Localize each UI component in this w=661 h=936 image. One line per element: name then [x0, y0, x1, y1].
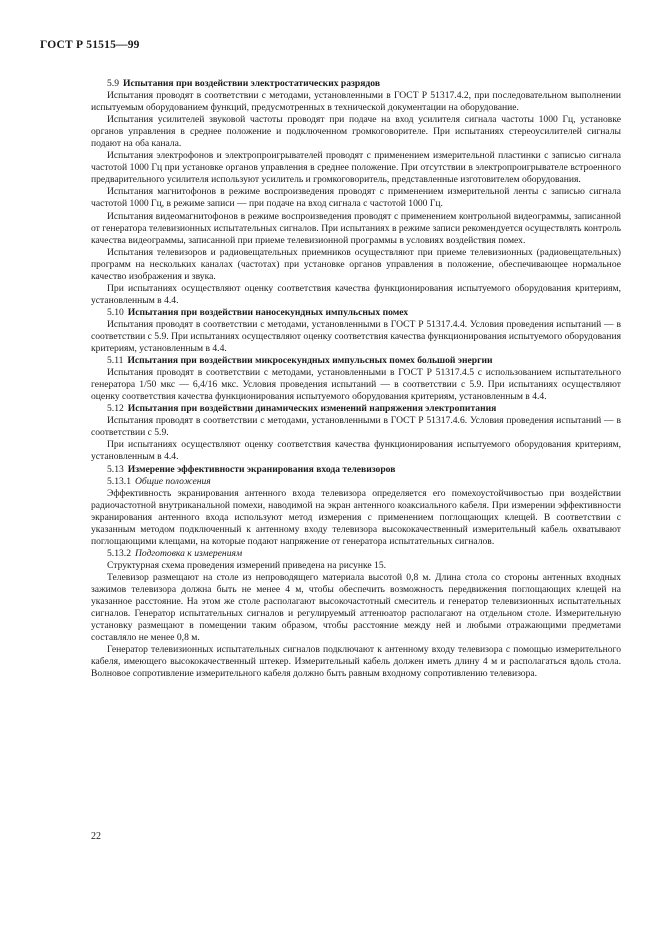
paragraph: Испытания усилителей звуковой частоты проводят при подаче на вход усилителя сигнала частоты 1000 Гц, установке органов управления в среднее положение и подключенном громкоговорителе. При испытаниях стереоусилителей сигналы подают на оба канала. — [91, 114, 621, 150]
paragraph: Структурная схема проведения измерений приведена на рисунке 15. — [107, 559, 387, 571]
section-number: 5.12 — [107, 403, 124, 415]
section-title: Испытания при воздействии динамических изменений напряжения электропитания — [127, 403, 497, 415]
paragraph: Испытания электрофонов и электропроигрывателей проводят с применением измерительной пластинки с записью сигнала частотой 1000 Гц при установке органов управления в среднее положение. При отсутствии в электропроигрывателе встроенного предварительного усилителя используют усилитель и громкоговоритель, представленные изготовителем оборудования. — [91, 150, 621, 186]
paragraph: Эффективность экранирования антенного входа телевизора определяется его помехоустойчивостью при воздействии радиочастотной внутриканальной помехи, наводимой на экран антенного коаксиального кабеля. При измерении эффективности экранирования антенного входа используют метод измерения с применением поглощающих клещей. В соответствии с указанным методом подключенный к антенному входу телевизора высококачественный измерительный кабель охватывают поглощающими клещами, на которые подают напряжение от генератора испытательных сигналов. — [91, 487, 621, 547]
document-code-header: ГОСТ Р 51515—99 — [40, 39, 140, 51]
paragraph: Испытания проводят в соответствии с методами, установленными в ГОСТ Р 51317.4.4. Условия проведения испытаний — в соответствии с 5.9. При испытаниях осуществляют оценку соответствия качества функционирования испытуемого оборудования критериям, установленным в 4.4. — [91, 318, 621, 355]
paragraph: Испытания магнитофонов в режиме воспроизведения проводят с применением измерительной ленты с записью сигнала частотой 1000 Гц, в режиме записи — при подаче на вход сигнала с частотой 1000 Гц. — [91, 186, 621, 210]
section-title: Измерение эффективности экранирования входа телевизоров — [127, 463, 396, 475]
subsection-title: Общие положения — [134, 475, 211, 487]
subsection-title: Подготовка к измерениям — [134, 547, 243, 559]
subsection-number: 5.13.1 — [107, 475, 131, 487]
section-5-13-heading — [91, 464, 621, 476]
section-title: Испытания при воздействии наносекундных импульсных помех — [127, 306, 409, 318]
section-title: Испытания при воздействии микросекундных импульсных помех большой энергии — [127, 355, 493, 367]
section-number: 5.10 — [107, 306, 124, 318]
subsection-number: 5.13.2 — [107, 547, 131, 559]
document-body — [91, 78, 621, 680]
section-title: Испытания при воздействии электростатических разрядов — [123, 78, 381, 89]
paragraph: Испытания телевизоров и радиовещательных приемников осуществляют при приеме телевизионных (радиовещательных) программ на нескольких каналах (частотах) при установке органов управления в положение, обеспечивающее нормальное качество изображения и звука. — [91, 246, 621, 282]
paragraph: Телевизор размещают на столе из непроводящего материала высотой 0,8 м. Длина стола со стороны антенных входных зажимов телевизора должна быть не менее 4 м, чтобы обеспечить возможность передвижения поглощающих клещей на указанное расстояние. На этом же столе располагают высокочастотный смеситель и генератор телевизионных испытательных сигналов. Генератор испытательных сигналов и регулируемый аттенюатор располагают на отдельном столе. Измерительную установку размещают в помещении таким образом, чтобы расстояние между ней и любыми отражающими предметами составляло не менее 0,8 м. — [91, 571, 621, 644]
paragraph: Испытания проводят в соответствии с методами, установленными в ГОСТ Р 51317.4.6. Условия проведения испытаний — в соответствии с 5.9. — [91, 415, 621, 439]
section-5-9-heading — [91, 78, 621, 90]
subsection-5-13-1-heading — [91, 476, 621, 488]
section-5-11-heading — [91, 355, 621, 367]
section-5-10-heading — [91, 307, 621, 319]
paragraph: При испытаниях осуществляют оценку соответствия качества функционирования испытуемого оборудования критериям, установленным в 4.4. — [91, 282, 621, 306]
paragraph: Испытания видеомагнитофонов в режиме воспроизведения проводят с применением контрольной видеограммы, записанной от генератора телевизионных испытательных сигналов. При испытаниях в режиме записи рекомендуется осуществлять контроль качества видеограммы, записанной при приеме телевизионной программы в условиях воздействия помех. — [91, 210, 621, 246]
paragraph: Испытания проводят в соответствии с методами, установленными в ГОСТ Р 51317.4.2, при последовательном выполнении испытуемым оборудованием функций, предусмотренных в технической документации на оборудование. — [91, 90, 621, 114]
paragraph: При испытаниях осуществляют оценку соответствия качества функционирования испытуемого оборудования критериям, установленным в 4.4. — [91, 439, 621, 463]
subsection-5-13-2-heading — [91, 548, 621, 560]
section-5-12-heading — [91, 403, 621, 415]
section-number: 5.13 — [107, 463, 124, 475]
paragraph: Генератор телевизионных испытательных сигналов подключают к антенному входу телевизора с помощью измерительного кабеля, имеющего высококачественный штекер. Измерительный кабель должен иметь длину 4 м и располагаться вдоль стола. Волновое сопротивление измерительного кабеля должно быть равным входному сопротивлению телевизора. — [91, 644, 621, 680]
paragraph: Испытания проводят в соответствии с методами, установленными в ГОСТ Р 51317.4.5 с использованием испытательного генератора 1/50 мкс — 6,4/16 мкс. Условия проведения испытаний — в соответствии с 5.9. При испытаниях осуществляют оценку соответствия качества функционирования испытуемого оборудования критериям, установленным в 4.4. — [91, 367, 621, 403]
section-number: 5.9 — [107, 78, 119, 89]
page-number: 22 — [91, 831, 101, 842]
section-number: 5.11 — [107, 355, 124, 367]
